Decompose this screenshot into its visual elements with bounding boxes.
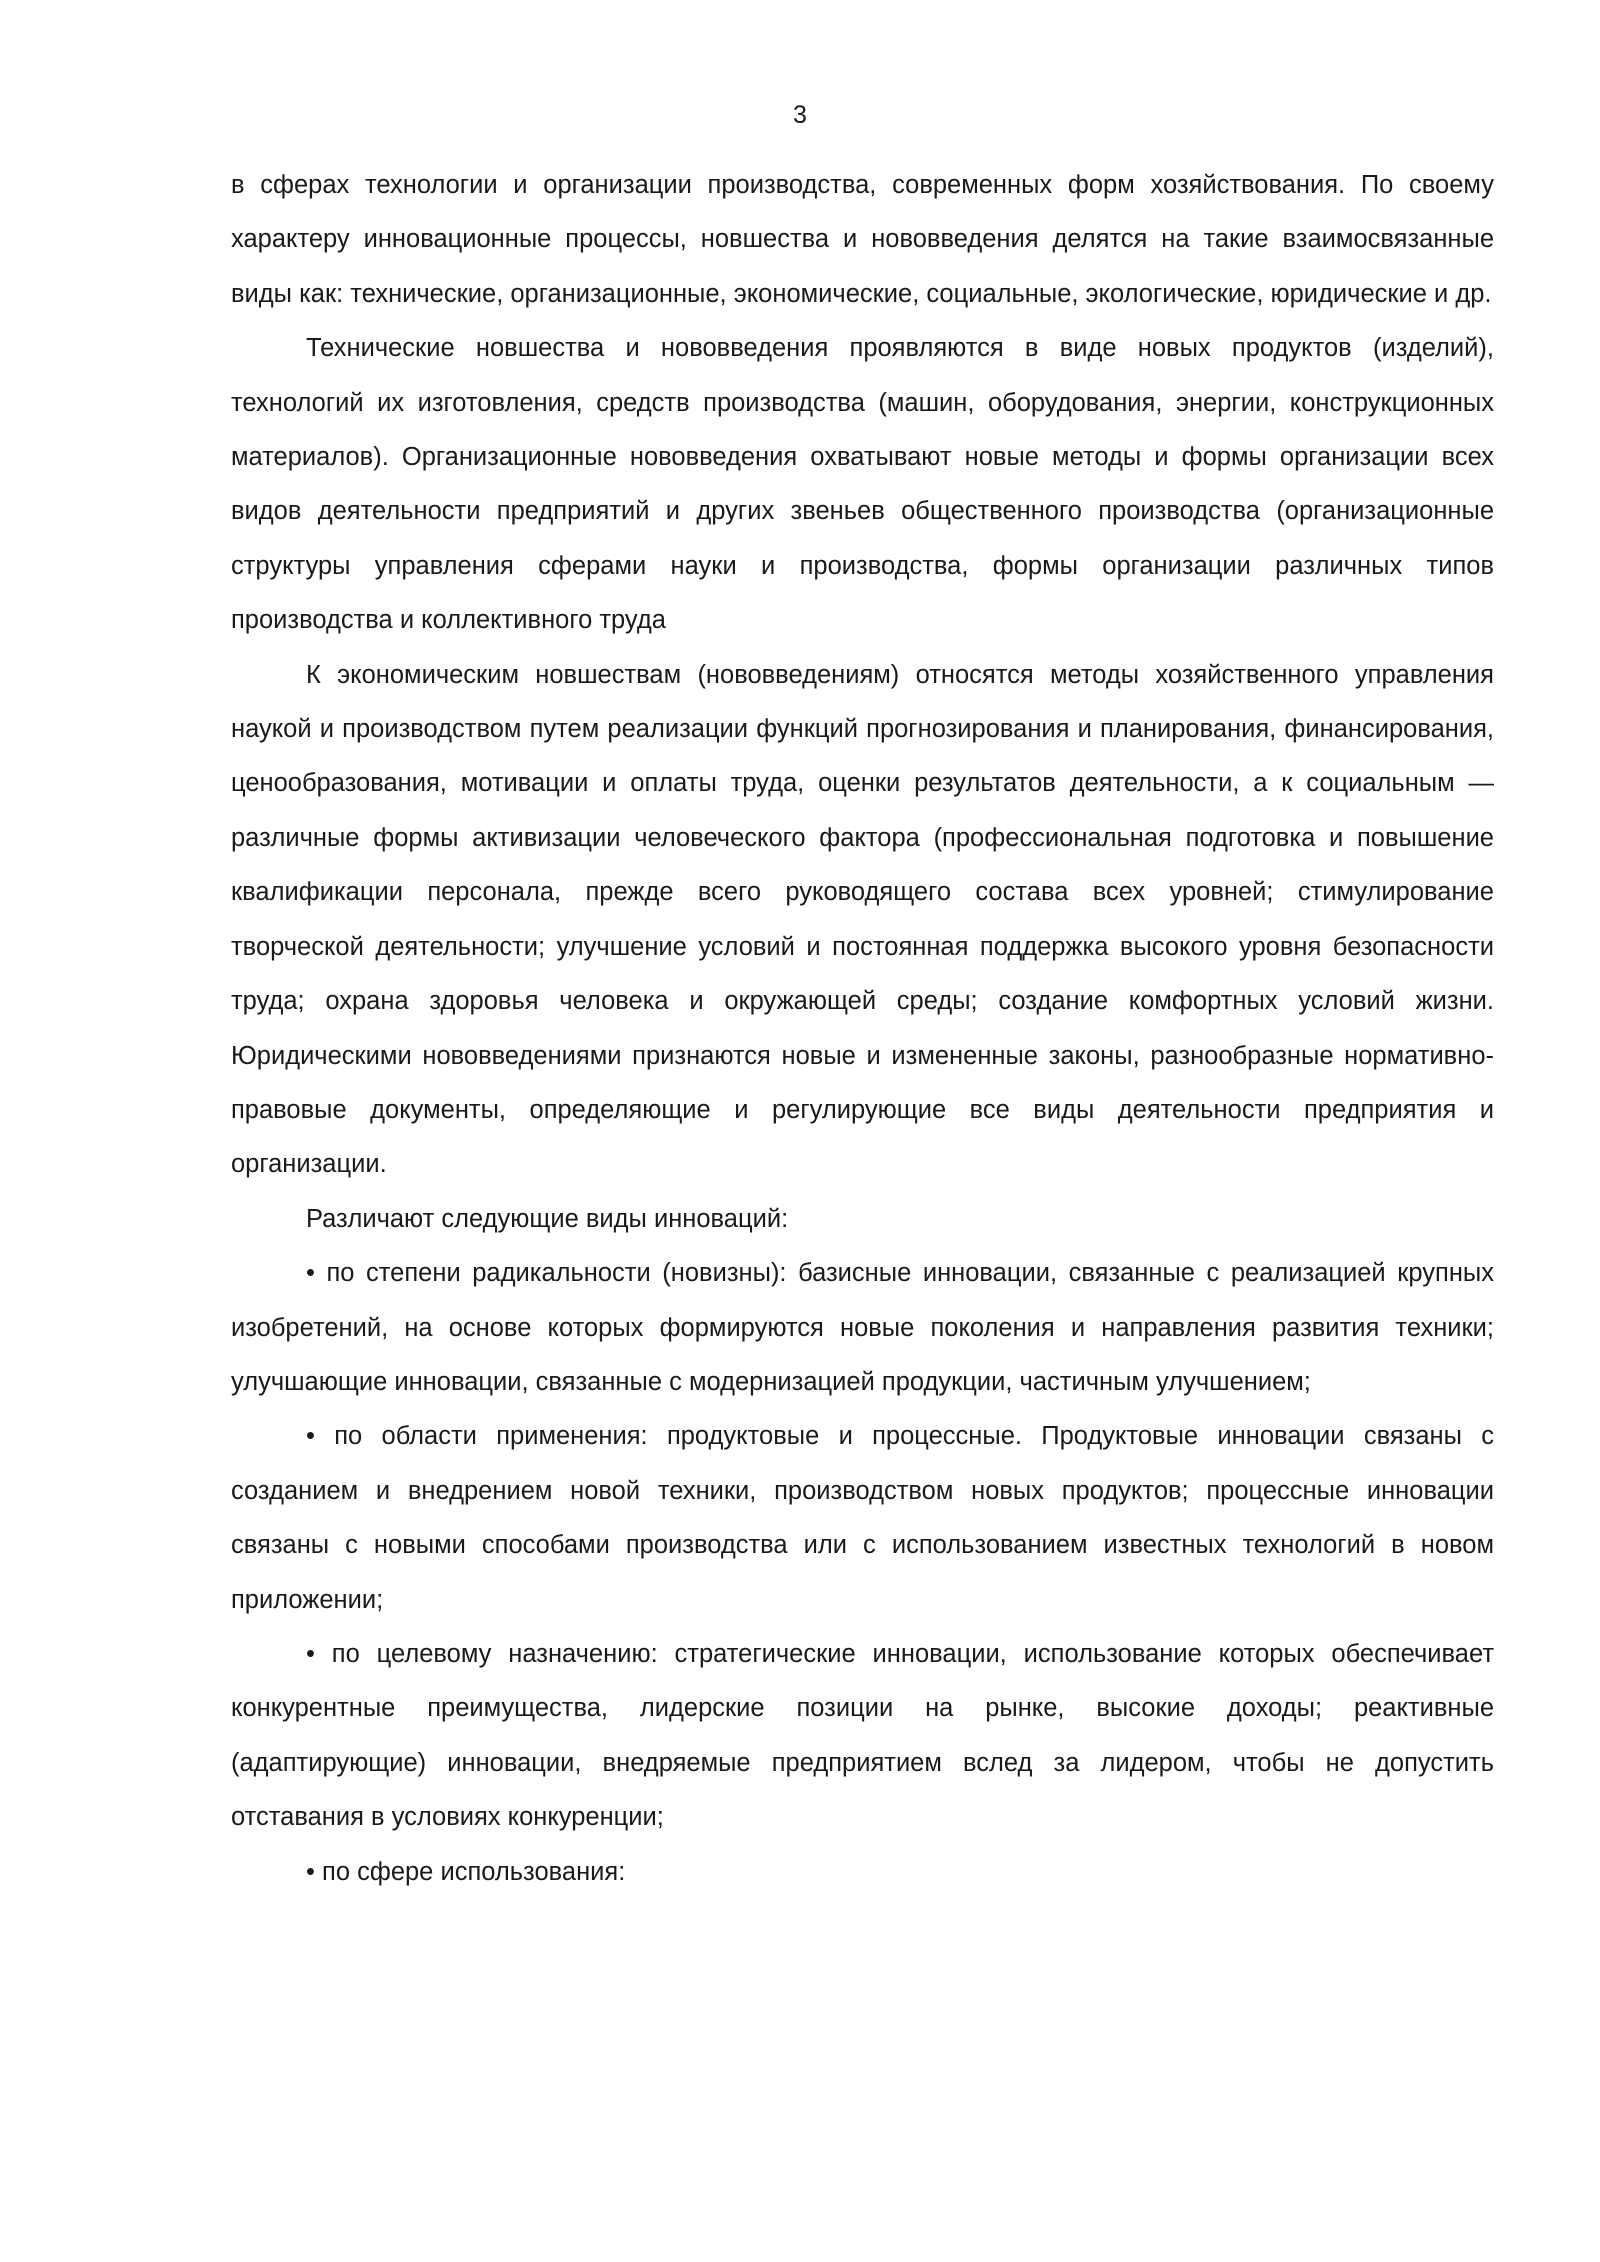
bullet-radicality: • по степени радикальности (новизны): базисные инновации, связанные с реализацией крупных изобретений, на основе которых формируются новые поколения и направления развития техники; улучшающие инновации, связанные с модернизацией продукции, частичным улучшением;	[231, 1259, 1494, 1396]
page-number: 3	[793, 101, 807, 129]
paragraph-intro-continuation: в сферах технологии и организации производства, современных форм хозяйствования. По своему характеру инновационные процессы, новшества и нововведения делятся на такие взаимосвязанные виды как: технические, организационные, экономические, социальные, экологические, юридические и др.	[231, 171, 1494, 308]
bullet-purpose: • по целевому назначению: стратегические инновации, использование которых обеспечивает конкурентные преимущества, лидерские позиции на рынке, высокие доходы; реактивные (адаптирующие) инновации, внедряемые предприятием вслед за лидером, чтобы не допустить отставания в условиях конкуренции;	[231, 1639, 1494, 1832]
paragraph-economic-innovations: К экономическим новшествам (нововведениям) относятся методы хозяйственного управления наукой и производством путем реализации функций прогнозирования и планирования, финансирования, ценообразования, мотивации и оплаты труда, оценки результатов деятельности, а к социальным — различные формы активизации человеческого фактора (профессиональная подготовка и повышение квалификации персонала, прежде всего руководящего состава всех уровней; стимулирование творческой деятельности; улучшение условий и постоянная поддержка высокого уровня безопасности труда; охрана здоровья человека и окружающей среды; создание комфортных условий жизни. Юридическими нововведениями признаются новые и измененные законы, разнообразные нормативно-правовые документы, определяющие и регулирующие все виды деятельности предприятия и организации.	[231, 660, 1494, 1179]
bullet-usage-sphere: • по сфере использования:	[306, 1857, 626, 1886]
paragraph-innovation-types-intro: Различают следующие виды инноваций:	[306, 1204, 789, 1233]
document-body	[231, 158, 1494, 1899]
paragraph-technical-innovations: Технические новшества и нововведения проявляются в виде новых продуктов (изделий), технологий их изготовления, средств производства (машин, оборудования, энергии, конструкционных материалов). Организационные нововведения охватывают новые методы и формы организации всех видов деятельности предприятий и других звеньев общественного производства (организационные структуры управления сферами науки и производства, формы организации различных типов производства и коллективного труда	[231, 334, 1494, 635]
bullet-application-area: • по области применения: продуктовые и процессные. Продуктовые инновации связаны с созданием и внедрением новой техники, производством новых продуктов; процессные инновации связаны с новыми способами производства или с использованием известных технологий в новом приложении;	[231, 1422, 1494, 1614]
